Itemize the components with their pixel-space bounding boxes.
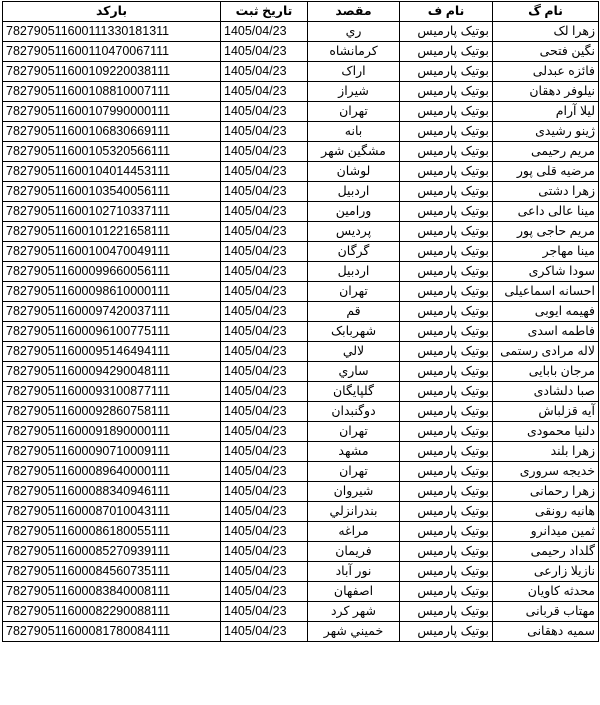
destination-cell: نور آباد: [308, 562, 400, 582]
table-row: [3, 242, 599, 262]
barcode-cell: 782790511600089640000111: [3, 462, 221, 482]
last-name-cell: مینا مهاجر: [493, 242, 599, 262]
barcode-cell: 782790511600107990000111: [3, 102, 221, 122]
date-cell: 1405/04/23: [221, 362, 308, 382]
destination-cell: اراک: [308, 62, 400, 82]
last-name-cell: نگین فتحی: [493, 42, 599, 62]
barcode-cell: 782790511600106830669111: [3, 122, 221, 142]
first-name-cell: بوتیک پارمیس: [400, 402, 493, 422]
table-row: [3, 22, 599, 42]
first-name-cell: بوتیک پارمیس: [400, 382, 493, 402]
first-name-cell: بوتیک پارمیس: [400, 602, 493, 622]
last-name-cell: نیلوفر دهقان: [493, 82, 599, 102]
first-name-cell: بوتیک پارمیس: [400, 22, 493, 42]
first-name-cell: بوتیک پارمیس: [400, 322, 493, 342]
destination-cell: فریمان: [308, 542, 400, 562]
barcode-cell: 782790511600105320566111: [3, 142, 221, 162]
barcode-cell: 782790511600082290088111: [3, 602, 221, 622]
date-cell: 1405/04/23: [221, 62, 308, 82]
date-cell: 1405/04/23: [221, 622, 308, 642]
destination-cell: تهران: [308, 282, 400, 302]
date-cell: 1405/04/23: [221, 82, 308, 102]
table-row: [3, 82, 599, 102]
destination-cell: خمیني شهر: [308, 622, 400, 642]
date-cell: 1405/04/23: [221, 562, 308, 582]
last-name-cell: فاطمه اسدی: [493, 322, 599, 342]
last-name-cell: ژینو رشیدی: [493, 122, 599, 142]
last-name-cell: فائزه عبدلی: [493, 62, 599, 82]
table-row: [3, 282, 599, 302]
first-name-cell: بوتیک پارمیس: [400, 242, 493, 262]
first-name-cell: بوتیک پارمیس: [400, 442, 493, 462]
destination-cell: گلپايگان: [308, 382, 400, 402]
destination-cell: اردبیل: [308, 182, 400, 202]
first-name-cell: بوتیک پارمیس: [400, 202, 493, 222]
date-cell: 1405/04/23: [221, 542, 308, 562]
first-name-cell: بوتیک پارمیس: [400, 582, 493, 602]
last-name-cell: زهرا رحمانی: [493, 482, 599, 502]
table-row: [3, 342, 599, 362]
date-cell: 1405/04/23: [221, 122, 308, 142]
table-row: [3, 462, 599, 482]
header-row: [3, 2, 599, 22]
destination-cell: شهربابک: [308, 322, 400, 342]
destination-cell: شهر کرد: [308, 602, 400, 622]
table-row: [3, 422, 599, 442]
date-cell: 1405/04/23: [221, 202, 308, 222]
table-row: [3, 542, 599, 562]
barcode-cell: 782790511600108810007111: [3, 82, 221, 102]
last-name-cell: آیه قزلباش: [493, 402, 599, 422]
destination-cell: مراغه: [308, 522, 400, 542]
table-row: [3, 602, 599, 622]
first-name-cell: بوتیک پارمیس: [400, 262, 493, 282]
barcode-cell: 782790511600088340946111: [3, 482, 221, 502]
last-name-cell: مریم رحیمی: [493, 142, 599, 162]
barcode-cell: 782790511600096100775111: [3, 322, 221, 342]
date-cell: 1405/04/23: [221, 42, 308, 62]
first-name-cell: بوتیک پارمیس: [400, 482, 493, 502]
barcode-cell: 782790511600100470049111: [3, 242, 221, 262]
date-cell: 1405/04/23: [221, 502, 308, 522]
table-row: [3, 522, 599, 542]
date-cell: 1405/04/23: [221, 442, 308, 462]
table-row: [3, 482, 599, 502]
first-name-cell: بوتیک پارمیس: [400, 142, 493, 162]
last-name-cell: سمیه دهقانی: [493, 622, 599, 642]
destination-cell: بانه: [308, 122, 400, 142]
last-name-cell: خدیجه سروری: [493, 462, 599, 482]
last-name-cell: لاله مرادی رستمی: [493, 342, 599, 362]
table-row: [3, 562, 599, 582]
date-cell: 1405/04/23: [221, 582, 308, 602]
table-row: [3, 322, 599, 342]
destination-cell: ورامین: [308, 202, 400, 222]
date-cell: 1405/04/23: [221, 282, 308, 302]
last-name-cell: زهرا دشتی: [493, 182, 599, 202]
last-name-cell: احسانه اسماعیلی: [493, 282, 599, 302]
barcode-cell: 782790511600109220038111: [3, 62, 221, 82]
first-name-cell: بوتیک پارمیس: [400, 562, 493, 582]
destination-cell: لالي: [308, 342, 400, 362]
last-name-cell: محدثه کاویان: [493, 582, 599, 602]
destination-cell: بندرانزلي: [308, 502, 400, 522]
date-cell: 1405/04/23: [221, 342, 308, 362]
destination-cell: پردیس: [308, 222, 400, 242]
table-row: [3, 402, 599, 422]
last-name-cell: هانیه رونقی: [493, 502, 599, 522]
table-row: [3, 202, 599, 222]
date-cell: 1405/04/23: [221, 182, 308, 202]
last-name-cell: دلنیا محمودی: [493, 422, 599, 442]
table-row: [3, 302, 599, 322]
destination-cell: ري: [308, 22, 400, 42]
barcode-cell: 782790511600086180055111: [3, 522, 221, 542]
barcode-cell: 782790511600102710337111: [3, 202, 221, 222]
table-row: [3, 442, 599, 462]
destination-cell: کرمانشاه: [308, 42, 400, 62]
header-first-name: نام ف: [400, 2, 493, 22]
table-row: [3, 222, 599, 242]
barcode-cell: 782790511600084560735111: [3, 562, 221, 582]
table-row: [3, 582, 599, 602]
first-name-cell: بوتیک پارمیس: [400, 42, 493, 62]
barcode-cell: 782790511600097420037111: [3, 302, 221, 322]
last-name-cell: صبا دلشادی: [493, 382, 599, 402]
date-cell: 1405/04/23: [221, 242, 308, 262]
destination-cell: گرگان: [308, 242, 400, 262]
table-body: [3, 22, 599, 642]
last-name-cell: فهیمه ایوبی: [493, 302, 599, 322]
header-destination: مقصد: [308, 2, 400, 22]
barcode-cell: 782790511600093100877111: [3, 382, 221, 402]
barcode-cell: 782790511600111330181311: [3, 22, 221, 42]
date-cell: 1405/04/23: [221, 262, 308, 282]
barcode-cell: 782790511600110470067111: [3, 42, 221, 62]
table-row: [3, 182, 599, 202]
first-name-cell: بوتیک پارمیس: [400, 62, 493, 82]
last-name-cell: مینا عالی داعی: [493, 202, 599, 222]
last-name-cell: زهرا لک: [493, 22, 599, 42]
first-name-cell: بوتیک پارمیس: [400, 102, 493, 122]
first-name-cell: بوتیک پارمیس: [400, 522, 493, 542]
barcode-cell: 782790511600094290048111: [3, 362, 221, 382]
destination-cell: تهران: [308, 102, 400, 122]
last-name-cell: مریم حاجی پور: [493, 222, 599, 242]
first-name-cell: بوتیک پارمیس: [400, 82, 493, 102]
barcode-cell: 782790511600101221658111: [3, 222, 221, 242]
first-name-cell: بوتیک پارمیس: [400, 362, 493, 382]
barcode-cell: 782790511600091890000111: [3, 422, 221, 442]
table-row: [3, 162, 599, 182]
last-name-cell: نازیلا زارعی: [493, 562, 599, 582]
first-name-cell: بوتیک پارمیس: [400, 422, 493, 442]
destination-cell: شیراز: [308, 82, 400, 102]
table-row: [3, 382, 599, 402]
shipment-table: [2, 1, 599, 642]
table-row: [3, 362, 599, 382]
first-name-cell: بوتیک پارمیس: [400, 462, 493, 482]
barcode-cell: 782790511600099660056111: [3, 262, 221, 282]
first-name-cell: بوتیک پارمیس: [400, 282, 493, 302]
date-cell: 1405/04/23: [221, 482, 308, 502]
date-cell: 1405/04/23: [221, 322, 308, 342]
table-row: [3, 502, 599, 522]
barcode-cell: 782790511600103540056111: [3, 182, 221, 202]
date-cell: 1405/04/23: [221, 102, 308, 122]
destination-cell: مشهد: [308, 442, 400, 462]
table-row: [3, 262, 599, 282]
barcode-cell: 782790511600087010043111: [3, 502, 221, 522]
table-row: [3, 122, 599, 142]
first-name-cell: بوتیک پارمیس: [400, 622, 493, 642]
date-cell: 1405/04/23: [221, 22, 308, 42]
last-name-cell: لیلا آرام: [493, 102, 599, 122]
barcode-cell: 782790511600085270939111: [3, 542, 221, 562]
destination-cell: تهران: [308, 422, 400, 442]
last-name-cell: سودا شاکری: [493, 262, 599, 282]
date-cell: 1405/04/23: [221, 462, 308, 482]
destination-cell: اصفهان: [308, 582, 400, 602]
first-name-cell: بوتیک پارمیس: [400, 342, 493, 362]
first-name-cell: بوتیک پارمیس: [400, 162, 493, 182]
barcode-cell: 782790511600090710009111: [3, 442, 221, 462]
date-cell: 1405/04/23: [221, 162, 308, 182]
table-row: [3, 622, 599, 642]
first-name-cell: بوتیک پارمیس: [400, 122, 493, 142]
destination-cell: اردبیل: [308, 262, 400, 282]
first-name-cell: بوتیک پارمیس: [400, 502, 493, 522]
barcode-cell: 782790511600098610000111: [3, 282, 221, 302]
last-name-cell: مهتاب قربانی: [493, 602, 599, 622]
last-name-cell: زهرا بلند: [493, 442, 599, 462]
first-name-cell: بوتیک پارمیس: [400, 182, 493, 202]
last-name-cell: گلداد رحیمی: [493, 542, 599, 562]
header-barcode: بارکد: [3, 2, 221, 22]
destination-cell: ساري: [308, 362, 400, 382]
first-name-cell: بوتیک پارمیس: [400, 302, 493, 322]
destination-cell: تهران: [308, 462, 400, 482]
date-cell: 1405/04/23: [221, 222, 308, 242]
date-cell: 1405/04/23: [221, 522, 308, 542]
date-cell: 1405/04/23: [221, 142, 308, 162]
barcode-cell: 782790511600095146494111: [3, 342, 221, 362]
header-last-name: نام گ: [493, 2, 599, 22]
last-name-cell: ثمین میدانرو: [493, 522, 599, 542]
destination-cell: لوشان: [308, 162, 400, 182]
date-cell: 1405/04/23: [221, 422, 308, 442]
date-cell: 1405/04/23: [221, 382, 308, 402]
barcode-cell: 782790511600092860758111: [3, 402, 221, 422]
destination-cell: قم: [308, 302, 400, 322]
barcode-cell: 782790511600104014453111: [3, 162, 221, 182]
first-name-cell: بوتیک پارمیس: [400, 542, 493, 562]
date-cell: 1405/04/23: [221, 302, 308, 322]
barcode-cell: 782790511600081780084111: [3, 622, 221, 642]
table-row: [3, 42, 599, 62]
first-name-cell: بوتیک پارمیس: [400, 222, 493, 242]
destination-cell: مشگین شهر: [308, 142, 400, 162]
table-row: [3, 102, 599, 122]
destination-cell: شیروان: [308, 482, 400, 502]
date-cell: 1405/04/23: [221, 602, 308, 622]
last-name-cell: مرجان بابایی: [493, 362, 599, 382]
date-cell: 1405/04/23: [221, 402, 308, 422]
header-date: تاریخ ثبت: [221, 2, 308, 22]
last-name-cell: مرضیه قلی پور: [493, 162, 599, 182]
barcode-cell: 782790511600083840008111: [3, 582, 221, 602]
table-row: [3, 62, 599, 82]
table-row: [3, 142, 599, 162]
destination-cell: دوگنبدان: [308, 402, 400, 422]
